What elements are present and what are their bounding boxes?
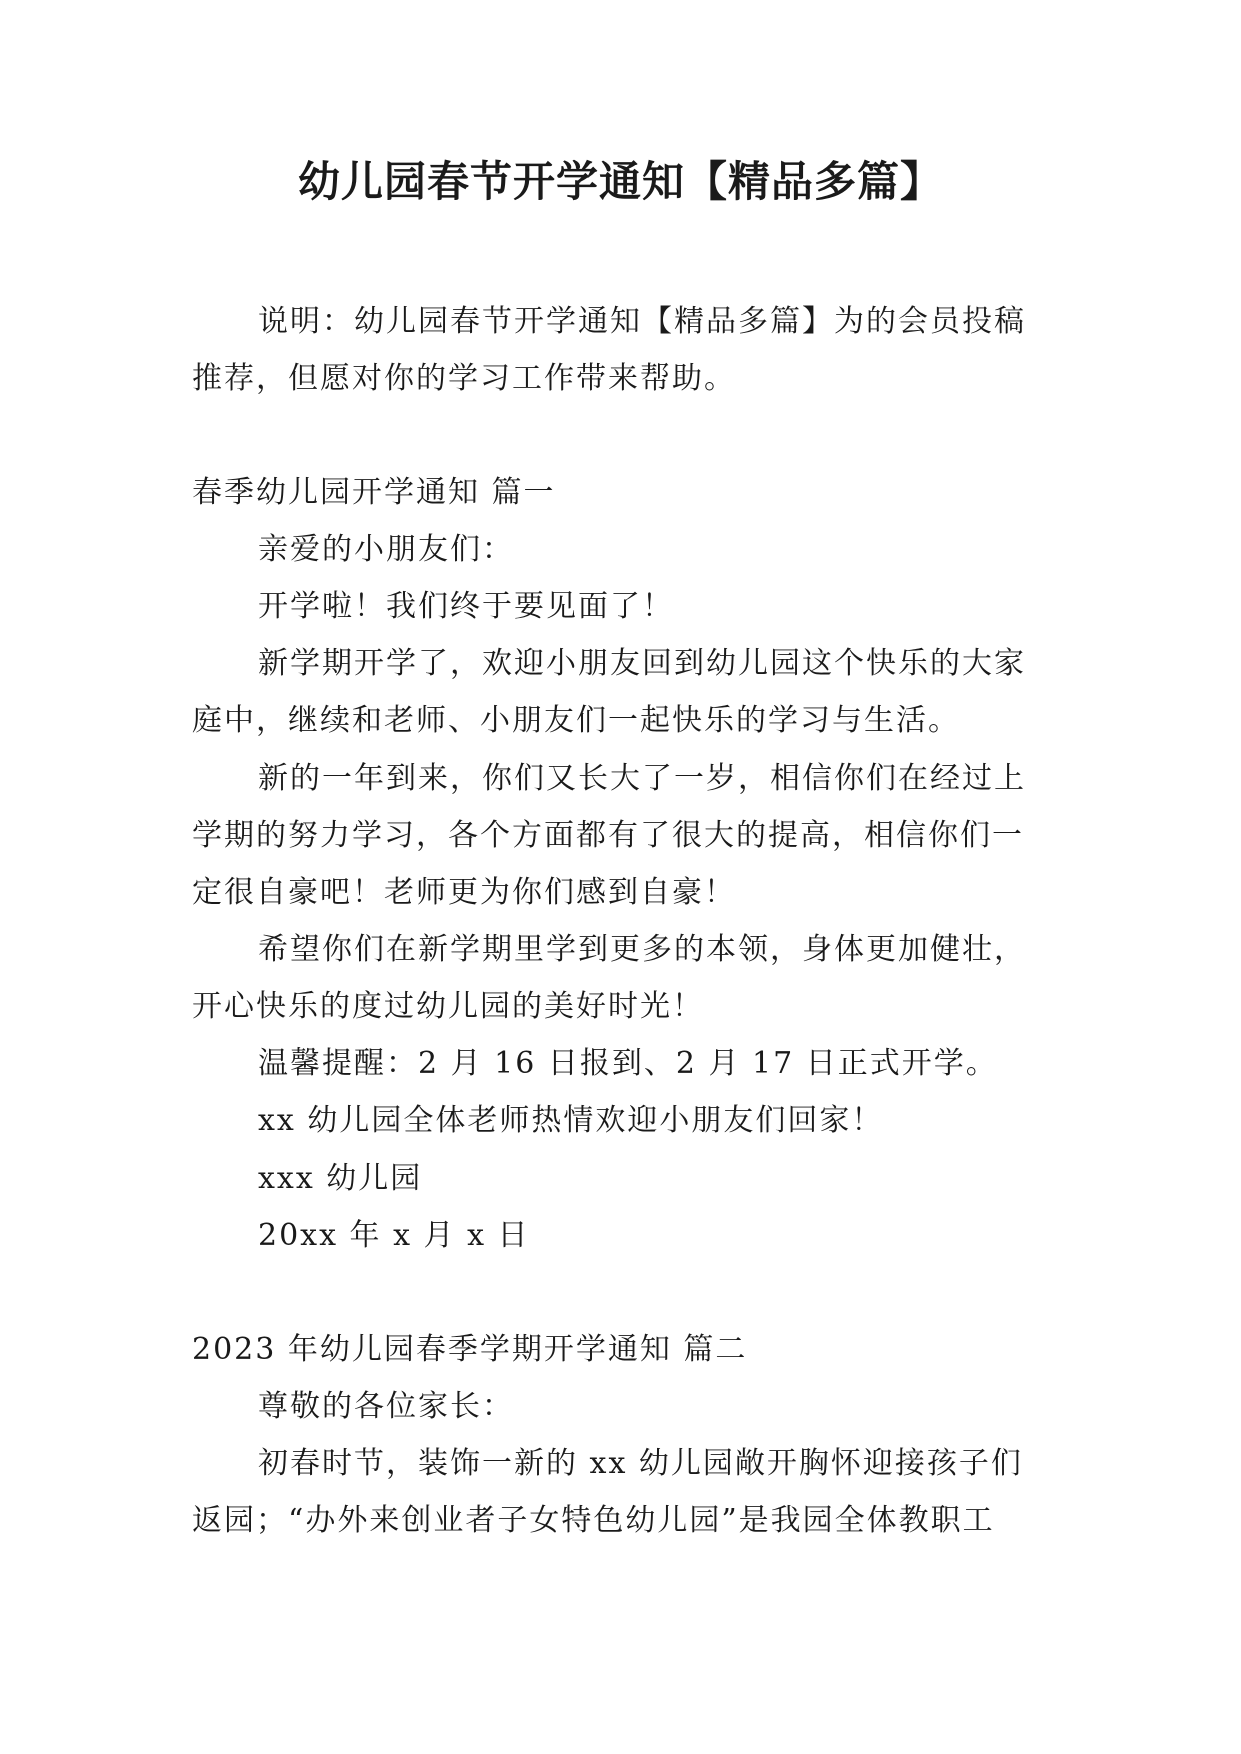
section-1-welcome: xx 幼儿园全体老师热情欢迎小朋友们回家！ (258, 1103, 884, 1138)
section-2-paragraph-1-line-1: 初春时节，装饰一新的 xx 幼儿园敞开胸怀迎接孩子们 (258, 1446, 1023, 1481)
section-1-paragraph-2-line-2: 庭中，继续和老师、小朋友们一起快乐的学习与生活。 (192, 703, 960, 738)
section-2-heading: 2023 年幼儿园春季学期开学通知 篇二 (192, 1332, 748, 1367)
section-1-greeting: 亲爱的小朋友们： (258, 532, 514, 567)
section-1-reminder: 温馨提醒：2 月 16 日报到、2 月 17 日正式开学。 (258, 1046, 998, 1081)
section-2-paragraph-1-line-2: 返园；“办外来创业者子女特色幼儿园”是我园全体教职工 (192, 1503, 995, 1538)
section-1-paragraph-4-line-1: 希望你们在新学期里学到更多的本领，身体更加健壮， (258, 932, 1026, 967)
section-1-heading: 春季幼儿园开学通知 篇一 (192, 475, 556, 510)
intro-text-line-2: 推荐，但愿对你的学习工作带来帮助。 (192, 361, 736, 396)
section-1-paragraph-3-line-3: 定很自豪吧！老师更为你们感到自豪！ (192, 875, 736, 910)
section-1-signature: xxx 幼儿园 (258, 1161, 423, 1196)
section-1-date: 20xx 年 x 月 x 日 (258, 1218, 530, 1253)
section-1-paragraph-1: 开学啦！我们终于要见面了！ (258, 589, 674, 624)
section-2-greeting: 尊敬的各位家长： (258, 1389, 514, 1424)
section-1-paragraph-2-line-1: 新学期开学了，欢迎小朋友回到幼儿园这个快乐的大家 (258, 646, 1026, 681)
intro-text-line-1: 说明：幼儿园春节开学通知【精品多篇】为的会员投稿 (258, 304, 1026, 339)
document-title: 幼儿园春节开学通知【精品多篇】 (297, 157, 943, 206)
section-1-paragraph-4-line-2: 开心快乐的度过幼儿园的美好时光！ (192, 989, 704, 1024)
section-1-paragraph-3-line-2: 学期的努力学习，各个方面都有了很大的提高，相信你们一 (192, 818, 1024, 853)
section-1-paragraph-3-line-1: 新的一年到来，你们又长大了一岁，相信你们在经过上 (258, 761, 1026, 796)
